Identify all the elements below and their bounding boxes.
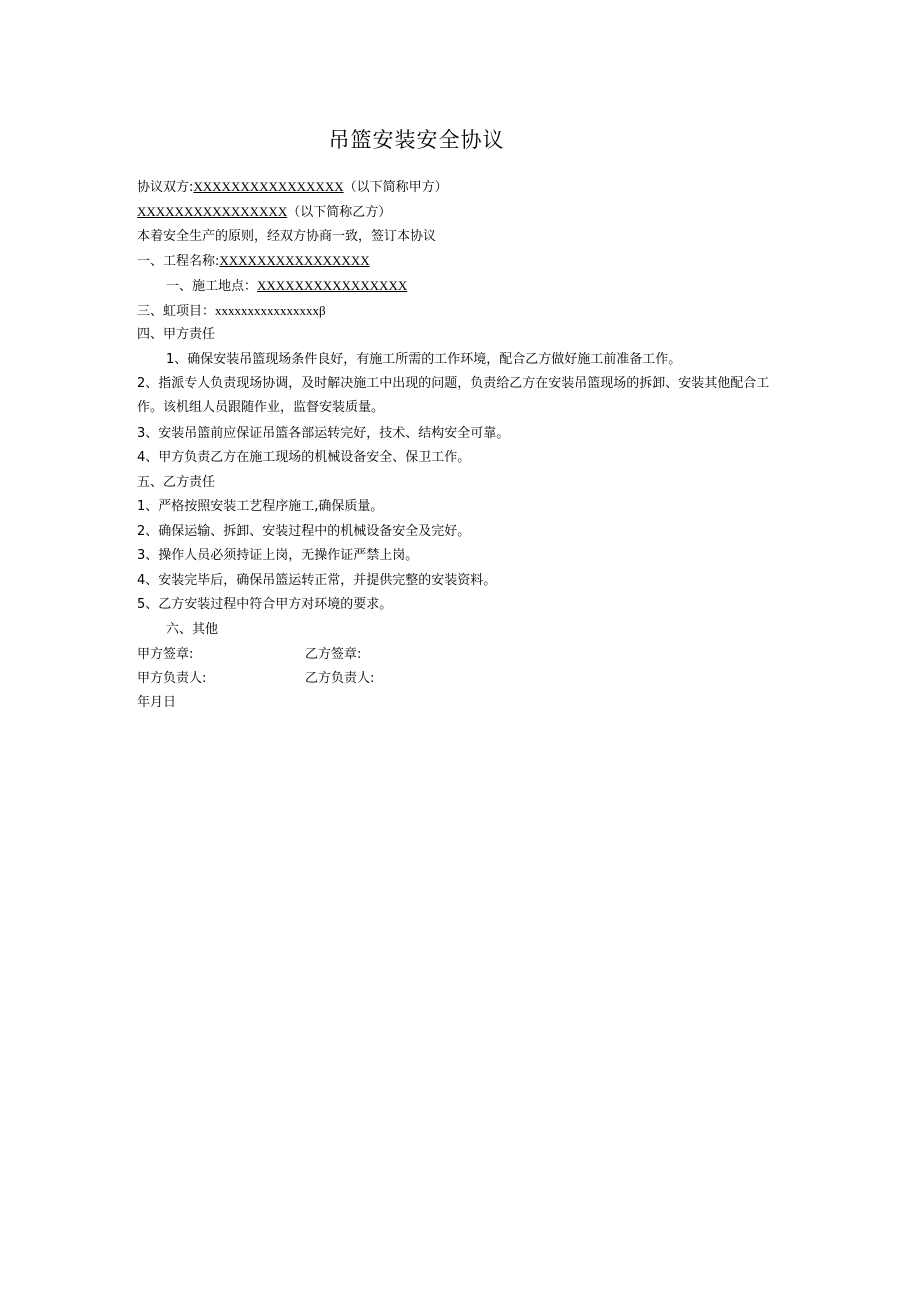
project-item-line (137, 302, 326, 321)
site-label: 一、施工地点： (166, 279, 258, 294)
party-b-duty-item: 5、乙方安装过程中符合甲方对环境的要求。 (137, 597, 393, 612)
party-b-name: XXXXXXXXXXXXXXXX (137, 204, 288, 219)
party-b-duty-item: 3、操作人员必须持证上岗，无操作证严禁上岗。 (137, 548, 419, 563)
party-b-person: 乙方负责人: (305, 671, 375, 686)
project-name-label: 一、工程名称: (137, 254, 220, 269)
date-line: 年月日 (137, 695, 177, 710)
party-a-suffix: （以下简称甲方） (343, 180, 448, 195)
party-a-duties-heading: 四、甲方责任 (137, 327, 216, 342)
project-name-line (137, 252, 370, 271)
party-a-duty-item: 4、甲方负责乙方在施工现场的机械设备安全、保卫工作。 (137, 450, 471, 465)
party-a-duty-item: 1、确保安装吊篮现场条件良好，有施工所需的工作环境，配合乙方做好施工前准备工作。 (166, 352, 682, 367)
site-value: XXXXXXXXXXXXXXXX (257, 278, 408, 293)
party-a-duty-item: 2、指派专人负责现场协调，及时解决施工中出现的问题，负责给乙方在安装吊篮现场的拆卸、安装其他配合工作。该机组人员跟随作业，监督安装质量。 (137, 376, 770, 415)
party-a-seal: 甲方签章: (137, 647, 194, 662)
party-b-duty-item: 2、确保运输、拆卸、安装过程中的机械设备安全及完好。 (137, 524, 471, 539)
party-a-name: XXXXXXXXXXXXXXXX (193, 179, 344, 194)
preamble: 本着安全生产的原则，经双方协商一致，签订本协议 (137, 229, 437, 244)
party-b-duty-item: 1、严格按照安装工艺程序施工,确保质量。 (137, 499, 384, 514)
parties-line (137, 178, 448, 197)
site-line (166, 277, 407, 296)
party-b-duties-heading: 五、乙方责任 (137, 475, 216, 490)
party-b-line (137, 203, 391, 222)
party-b-duty-item: 4、安装完毕后，确保吊篮运转正常，并提供完整的安装资料。 (137, 573, 497, 588)
party-b-suffix: （以下简称乙方） (287, 205, 392, 220)
party-a-duty-item: 3、安装吊篮前应保证吊篮各部运转完好，技术、结构安全可靠。 (137, 426, 510, 441)
project-item-value: xxxxxxxxxxxxxxxxβ (215, 303, 326, 318)
project-name-value: XXXXXXXXXXXXXXXX (219, 253, 370, 268)
party-a-person: 甲方负责人: (137, 671, 207, 686)
project-item-label: 三、虹项目： (137, 304, 216, 319)
parties-label: 协议双方: (137, 180, 194, 195)
other-heading: 六、其他 (166, 622, 219, 637)
party-b-seal: 乙方签章: (305, 647, 362, 662)
document-title: 吊篮安装安全协议 (328, 128, 505, 152)
